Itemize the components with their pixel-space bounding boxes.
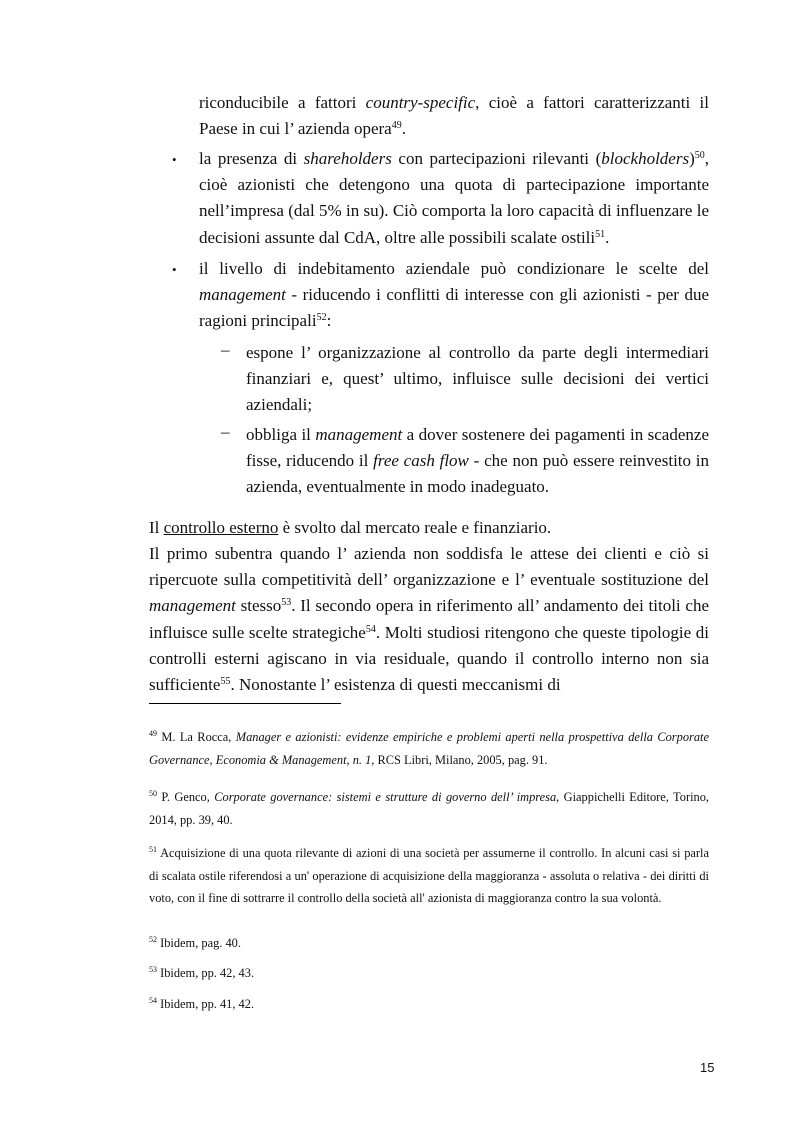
footnote-ref: 54 (365, 623, 376, 635)
bullet-item-indebitamento: il livello di indebitamento aziendale può condizionare le scelte del management - riducendo i conflitti di interesse con gli azionisti - per due ragioni principali$^{52}$: (199, 259, 709, 331)
sub-item-obbliga: obbliga il management a dover sostenere dei pagamenti in scadenze fisse, riducendo il free cash flow - che non può essere reinvestito in azienda, eventualmente in modo inadeguato. (246, 425, 710, 497)
footnote-ref: 51 (595, 228, 606, 240)
paragraph-mercato: Il primo subentra quando l’ azienda non soddisfa le attese dei clienti e ciò si ripercuote sulla competitività dell’ organizzazione e l’ eventuale sostituzione del management stesso$^{53}$. Il secondo opera in riferimento all’ andamento dei titoli che influisce sulle scelte strategiche$^{54}$. Molti studiosi ritengono che queste tipologie di controlli esterni agiscano in via residuale, quando il controllo interno non sia sufficiente$^{55}$. Nonostante l’ esistenza di questi meccanismi di (149, 544, 709, 695)
intro-paragraph: riconducibile a fattori country-specific, cioè a fattori caratterizzanti il Paese in cui l’ azienda opera$^{49}$. (199, 93, 709, 139)
footnote-53: $^{53}$ Ibidem, pp. 42, 43. (149, 965, 255, 980)
footnote-ref: 49 (391, 120, 402, 132)
dash-icon: – (221, 422, 230, 441)
footnote-52: $^{52}$ Ibidem, pag. 40. (149, 935, 241, 950)
footnote-50: $^{50}$ P. Genco, Corporate governance: sistemi e strutture di governo dell’ impresa, Giappichelli Editore, Torino, 2014, pp. 39, 40. (149, 789, 710, 827)
sub-item-espone: espone l’ organizzazione al controllo da parte degli intermediari finanziari e, quest’ ultimo, influisce sulle decisioni dei vertici aziendali; (246, 343, 709, 415)
bullet-item-blockholders: la presenza di shareholders con partecipazioni rilevanti (blockholders)$^{50}$, cioè azionisti che detengono una quota di partecipazione importante nell’impresa (dal 5% in su). Ciò comporta la loro capacità di influenzare le decisioni assunte dal CdA, oltre alle possibili scalate ostili$^{51}$. (199, 149, 709, 247)
bullet-icon: • (172, 262, 177, 277)
footnote-49: $^{49}$ M. La Rocca, Manager e azionisti: evidenze empiriche e problemi aperti nella prospettiva della Corporate Governance, Economia & Management, n. 1, RCS Libri, Milano, 2005, pag. 91. (149, 729, 709, 767)
footnote-51: $^{51}$ Acquisizione di una quota rilevante di azioni di una società per assumerne il controllo. In alcuni casi si parla di scalata ostile riferendosi a un' operazione di acquisizione della maggioranza - assoluta o relativa - dei diritti di voto, con il fine di sottrarre il controllo della società all' azionista di maggioranza contro la sua volontà. (149, 845, 709, 905)
page-number: 15 (700, 1060, 715, 1075)
bullet-icon: • (172, 152, 177, 167)
footnote-54: $^{54}$ Ibidem, pp. 41, 42. (149, 996, 255, 1011)
footnote-separator (149, 703, 341, 704)
paragraph-controllo-esterno: Il controllo esterno è svolto dal mercato reale e finanziario. (149, 518, 552, 537)
footnote-ref: 52 (316, 312, 327, 324)
footnote-ref: 50 (694, 150, 705, 161)
dash-icon: – (221, 340, 230, 359)
footnote-ref: 55 (220, 676, 231, 688)
footnote-ref: 53 (281, 597, 292, 609)
